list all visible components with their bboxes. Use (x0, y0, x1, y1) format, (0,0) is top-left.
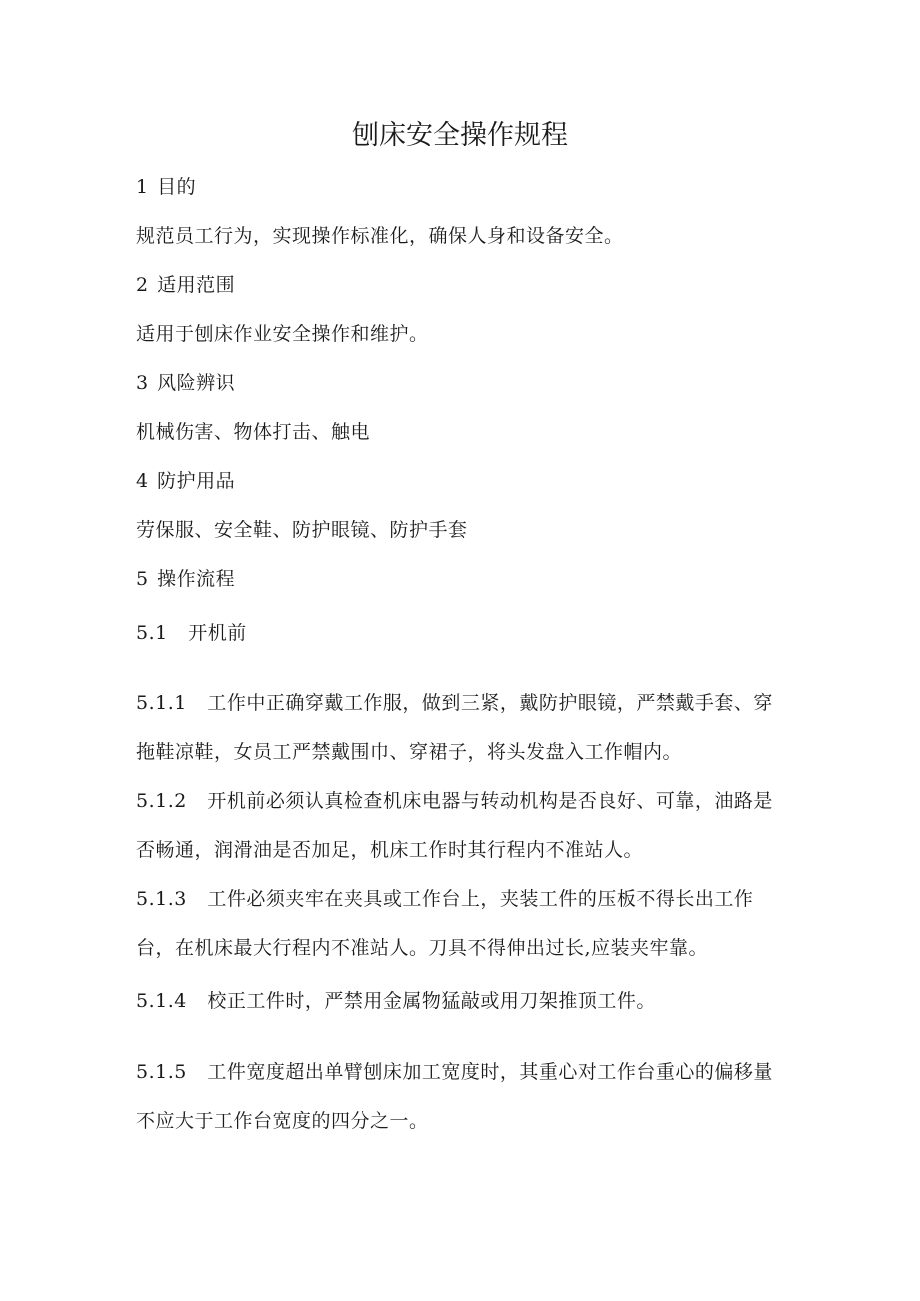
subsection-heading-text: 开机前 (188, 622, 247, 644)
item-number: 5.1.1 (136, 692, 187, 714)
item-5-1-3-line2: 台，在机床最大行程内不准站人。刀具不得伸出过长,应装夹牢靠。 (136, 937, 709, 959)
item-text: 校正工件时，严禁用金属物猛敲或用刀架推顶工件。 (207, 990, 656, 1012)
purpose-text: 规范员工行为，实现操作标准化，确保人身和设备安全。 (136, 225, 624, 247)
section-heading-text: 防护用品 (157, 470, 236, 492)
section-heading-scope (136, 272, 796, 298)
item-text: 工作中正确穿戴工作服，做到三紧，戴防护眼镜，严禁戴手套、穿 (207, 692, 773, 714)
section-heading-procedure (136, 566, 796, 592)
section-number: 3 (136, 372, 149, 394)
section-number: 2 (136, 274, 149, 296)
item-text: 工件必须夹牢在夹具或工作台上，夹装工件的压板不得长出工作 (207, 888, 754, 910)
item-text: 工件宽度超出单臂刨床加工宽度时，其重心对工作台重心的偏移量 (207, 1061, 773, 1083)
section-number: 1 (136, 176, 149, 198)
section-heading-purpose (136, 174, 796, 200)
ppe-text: 劳保服、安全鞋、防护眼镜、防护手套 (136, 519, 468, 541)
item-5-1-2-line2: 否畅通，润滑油是否加足，机床工作时其行程内不准站人。 (136, 839, 644, 861)
item-text: 开机前必须认真检查机床电器与转动机构是否良好、可靠，油路是 (207, 790, 773, 812)
page-title: 刨床安全操作规程 (352, 120, 568, 151)
subsection-heading-before-start (136, 620, 796, 646)
section-number: 5 (136, 568, 149, 590)
section-number: 4 (136, 470, 149, 492)
section-heading-text: 适用范围 (157, 274, 236, 296)
section-heading-text: 风险辨识 (157, 372, 236, 394)
item-5-1-1-line1 (136, 690, 796, 716)
item-5-1-5-line2: 不应大于工作台宽度的四分之一。 (136, 1110, 429, 1132)
risk-text: 机械伤害、物体打击、触电 (136, 421, 371, 443)
item-number: 5.1.2 (136, 790, 187, 812)
section-heading-text: 目的 (157, 176, 197, 198)
item-5-1-5-line1 (136, 1059, 796, 1085)
item-5-1-4-line1 (136, 988, 796, 1014)
item-5-1-1-line2: 拖鞋凉鞋，女员工严禁戴围巾、穿裙子，将头发盘入工作帽内。 (136, 741, 683, 763)
item-5-1-2-line1 (136, 788, 796, 814)
item-number: 5.1.3 (136, 888, 187, 910)
item-number: 5.1.5 (136, 1061, 187, 1083)
section-heading-text: 操作流程 (157, 568, 236, 590)
item-5-1-3-line1 (136, 886, 796, 912)
scope-text: 适用于刨床作业安全操作和维护。 (136, 323, 429, 345)
subsection-number: 5.1 (136, 622, 168, 644)
section-heading-risk (136, 370, 796, 396)
section-heading-ppe (136, 468, 796, 494)
item-number: 5.1.4 (136, 990, 187, 1012)
